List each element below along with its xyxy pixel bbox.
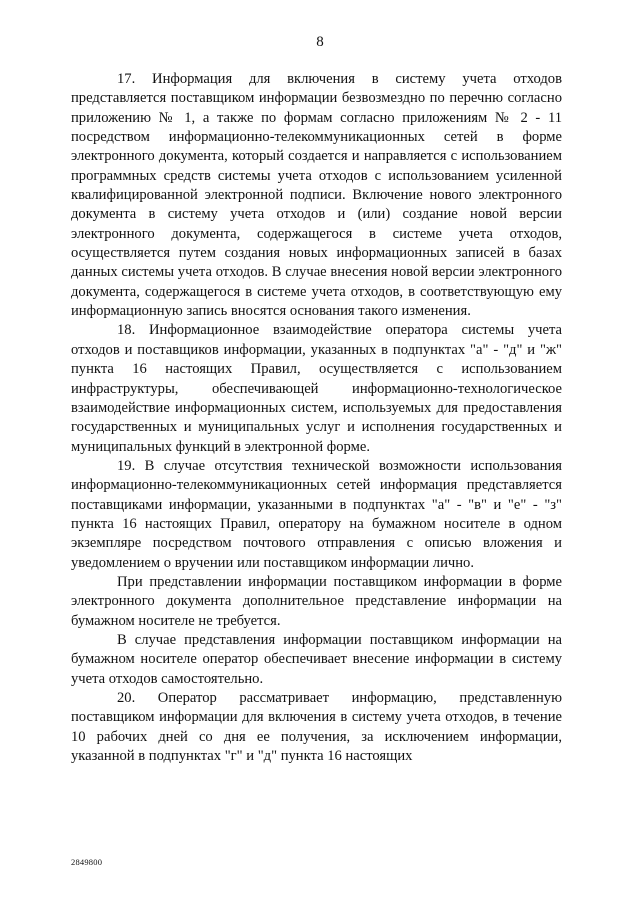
- paragraph-paper-form: В случае представления информации поставщиком информации на бумажном носителе оператор обеспечивает внесение информации в систему учета отходов самостоятельно.: [71, 631, 562, 687]
- paragraph-20: 20. Оператор рассматривает информацию, представленную поставщиком информации для включения в систему учета отходов, в течение 10 рабочих дней со дня ее получения, за исключением информации, указанной в подпунктах "г" и "д" пункта 16 настоящих: [71, 690, 562, 765]
- paragraph-electronic-form: При представлении информации поставщиком информации в форме электронного документа дополнительное представление информации на бумажном носителе не требуется.: [71, 573, 562, 629]
- paragraph-18: 18. Информационное взаимодействие оператора системы учета отходов и поставщиков информации, указанных в подпунктах "а" - "д" и "ж" пункта 16 настоящих Правил, осуществляется с использованием инфраструктуры, обеспечивающей информационно-технологическое взаимодействие информационных систем, используемых для предоставления государственных и муниципальных услуг и исполнения государственных и муниципальных функций в электронной форме.: [71, 322, 562, 455]
- page-number: 8: [316, 34, 324, 50]
- paragraph-17: 17. Информация для включения в систему учета отходов представляется поставщиком информации безвозмездно по перечню согласно приложению № 1, а также по формам согласно приложениям № 2 - 11 посредством информационно-телекоммуникационных сетей в форме электронного документа, который создается и направляется с использованием программных средств системы учета отходов с использованием усиленной квалифицированной электронной подписи. Включение нового электронного документа в систему учета отходов и (или) создание новой версии электронного документа, содержащегося в системе учета отходов, осуществляется путем создания новых информационных записей в базах данных системы учета отходов. В случае внесения новой версии электронного документа, содержащегося в системе учета отходов, в соответствующую ему информационную запись вносятся основания такого изменения.: [71, 71, 562, 320]
- paragraph-19: 19. В случае отсутствия технической возможности использования информационно-телекоммуникационных сетей информация представляется поставщиками информации, указанными в подпунктах "а" - "в" и "е" - "з" пункта 16 настоящих Правил, оператору на бумажном носителе в одном экземпляре посредством почтового отправления с описью вложения и уведомлением о вручении или поставщиком информации лично.: [71, 457, 562, 571]
- document-body: [71, 70, 562, 766]
- document-code: 2849800: [71, 857, 103, 867]
